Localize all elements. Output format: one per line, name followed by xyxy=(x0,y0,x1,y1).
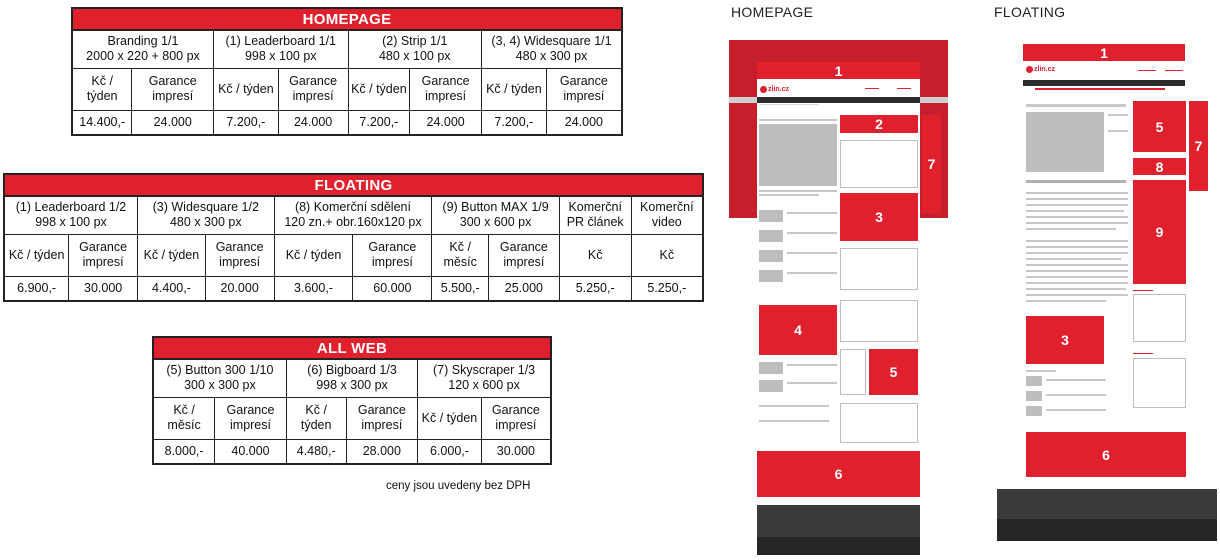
text-line xyxy=(787,272,837,274)
slot-number: 7 xyxy=(927,156,936,172)
text-line xyxy=(1108,130,1128,132)
ad-name-cell xyxy=(72,30,214,68)
ad-size: 480 x 100 px xyxy=(378,49,451,64)
text-line xyxy=(787,252,837,254)
unit-label: Kč / měsíc xyxy=(432,234,489,276)
logo-dot-icon xyxy=(760,86,767,93)
floating-slot-7 xyxy=(1189,101,1208,191)
floating-price-table xyxy=(3,173,704,302)
guarantee-cell: 24.000 xyxy=(410,110,482,135)
ad-name-cell xyxy=(348,30,482,68)
site-footer xyxy=(997,489,1217,519)
ad-name-line2: PR článek xyxy=(566,215,624,230)
guarantee-label: Garance impresí xyxy=(546,68,622,110)
text-line xyxy=(1026,198,1128,200)
ad-size: 998 x 100 px xyxy=(244,49,317,64)
guarantee-cell: 24.000 xyxy=(278,110,348,135)
unit-label: Kč / týden xyxy=(4,234,69,276)
ad-size: 2000 x 220 + 800 px xyxy=(86,49,200,64)
ad-name-cell xyxy=(482,30,622,68)
ad-size: 480 x 300 px xyxy=(169,215,242,230)
section-heading xyxy=(1026,370,1056,372)
slot-number: 5 xyxy=(889,364,898,380)
subnav-bar xyxy=(1035,88,1165,90)
site-logo-text: zlin.cz xyxy=(768,86,790,93)
slot-number: 1 xyxy=(1100,44,1108,61)
text-line xyxy=(1026,252,1128,254)
text-line xyxy=(1026,276,1128,278)
site-logo xyxy=(1026,66,1055,73)
homepage-slot-6 xyxy=(757,451,920,497)
guarantee-cell: 30.000 xyxy=(481,439,551,464)
ad-name: (8) Komerční sdělení xyxy=(294,200,411,215)
slot-number: 2 xyxy=(875,116,883,132)
slot-number: 8 xyxy=(1155,158,1164,175)
text-line xyxy=(1026,222,1128,224)
guarantee-cell: 40.000 xyxy=(215,439,287,464)
unit-label: Kč xyxy=(631,234,703,276)
text-line xyxy=(1026,192,1128,194)
header-link xyxy=(865,88,879,89)
unit-label: Kč / týden xyxy=(214,68,279,110)
price-cell: 3.600,- xyxy=(274,276,353,301)
slot-number: 6 xyxy=(1102,446,1110,463)
guarantee-label: Garance impresí xyxy=(481,397,551,439)
price-cell: 5.500,- xyxy=(432,276,489,301)
vat-note: ceny jsou uvedeny bez DPH xyxy=(386,480,531,492)
text-line xyxy=(1026,300,1106,302)
homepage-slot-2 xyxy=(840,115,918,133)
text-line xyxy=(1026,210,1124,212)
text-line xyxy=(1026,294,1128,296)
homepage-table-title: HOMEPAGE xyxy=(72,8,622,30)
site-logo-text: zlin.cz xyxy=(1034,66,1056,73)
text-line xyxy=(759,194,819,196)
ad-name: (6) Bigboard 1/3 xyxy=(307,363,397,378)
floating-slot-3 xyxy=(1026,316,1104,364)
section-label xyxy=(1133,290,1153,291)
nav-bar xyxy=(757,97,920,103)
unit-label: Kč / týden xyxy=(138,234,206,276)
floating-slot-8 xyxy=(1133,158,1186,175)
guarantee-label: Garance impresí xyxy=(215,397,287,439)
header-link xyxy=(1138,70,1156,71)
guarantee-cell: 30.000 xyxy=(69,276,138,301)
unit-label: Kč / týden xyxy=(72,68,132,110)
guarantee-cell: 28.000 xyxy=(346,439,418,464)
text-line xyxy=(787,212,837,214)
ad-name: (5) Button 300 1/10 xyxy=(166,363,274,378)
text-line xyxy=(1026,204,1128,206)
sidebar-box xyxy=(840,349,866,395)
price-cell: 6.900,- xyxy=(4,276,69,301)
floating-slot-5 xyxy=(1133,101,1186,152)
text-line xyxy=(1026,258,1121,260)
ad-name-cell xyxy=(418,359,551,397)
sidebar-box xyxy=(1133,358,1186,408)
sidebar-box xyxy=(840,403,918,443)
ad-name-cell xyxy=(286,359,417,397)
ad-name: Branding 1/1 xyxy=(107,34,179,49)
price-cell: 4.400,- xyxy=(138,276,206,301)
article-thumb xyxy=(759,362,783,374)
article-thumb xyxy=(759,270,783,282)
text-line xyxy=(1026,240,1128,242)
slot-number: 3 xyxy=(875,209,883,225)
text-line xyxy=(1026,288,1126,290)
ad-size: 480 x 300 px xyxy=(515,49,588,64)
ad-size: 120 x 600 px xyxy=(448,378,520,393)
main-article-image xyxy=(759,124,837,186)
unit-label: Kč / týden xyxy=(286,397,346,439)
text-line xyxy=(1026,246,1128,248)
unit-label: Kč xyxy=(559,234,631,276)
header-link xyxy=(897,88,911,89)
price-cell: 7.200,- xyxy=(348,110,410,135)
ad-name: (7) Skyscraper 1/3 xyxy=(433,363,536,378)
floating-slot-6 xyxy=(1026,432,1186,477)
text-line xyxy=(787,382,837,384)
guarantee-label: Garance impresí xyxy=(410,68,482,110)
section-label xyxy=(1133,353,1153,354)
ad-size: 998 x 100 px xyxy=(35,215,107,230)
logo-dot-icon xyxy=(1026,66,1033,73)
slot-number: 1 xyxy=(834,62,843,79)
guarantee-cell: 24.000 xyxy=(546,110,622,135)
guarantee-cell: 24.000 xyxy=(132,110,214,135)
ad-name-cell xyxy=(559,196,631,234)
text-line xyxy=(1108,114,1128,116)
text-line xyxy=(1026,270,1128,272)
ad-name-cell xyxy=(274,196,432,234)
site-footer xyxy=(757,505,920,537)
price-cell: 4.480,- xyxy=(286,439,346,464)
sidebar-box xyxy=(840,248,918,290)
header-link xyxy=(1165,70,1183,71)
slot-number: 3 xyxy=(1061,332,1069,348)
article-thumb xyxy=(759,380,783,392)
unit-label: Kč / týden xyxy=(418,397,482,439)
slot-number: 6 xyxy=(834,466,843,482)
homepage-slot-1 xyxy=(757,62,920,79)
article-thumb xyxy=(759,230,783,242)
homepage-slot-7 xyxy=(922,115,941,213)
site-footer-bottom xyxy=(757,537,920,555)
text-line xyxy=(1026,216,1128,218)
ad-size: 998 x 300 px xyxy=(316,378,388,393)
ad-name: (1) Leaderboard 1/2 xyxy=(15,200,127,215)
guarantee-label: Garance impresí xyxy=(353,234,432,276)
price-cell: 7.200,- xyxy=(214,110,279,135)
floating-slot-1 xyxy=(1023,44,1185,61)
price-cell: 14.400,- xyxy=(72,110,132,135)
site-footer-bottom xyxy=(997,519,1217,541)
ad-name-cell xyxy=(153,359,286,397)
guarantee-label: Garance impresí xyxy=(205,234,274,276)
homepage-mockup-title: HOMEPAGE xyxy=(731,4,814,20)
ad-name-cell xyxy=(432,196,559,234)
related-thumb xyxy=(1026,376,1042,386)
ad-name-cell xyxy=(4,196,138,234)
floating-mockup-title: FLOATING xyxy=(994,4,1066,20)
text-line xyxy=(759,405,829,407)
text-line xyxy=(759,420,829,422)
sidebar-box xyxy=(840,300,918,342)
slot-number: 7 xyxy=(1194,138,1203,154)
ad-name: (3) Widesquare 1/2 xyxy=(152,200,259,215)
ad-name-line2: video xyxy=(651,215,682,230)
related-thumb xyxy=(1026,406,1042,416)
ad-name: Komerční xyxy=(640,200,694,215)
text-line xyxy=(759,190,837,192)
slot-number: 9 xyxy=(1155,224,1164,240)
guarantee-label: Garance impresí xyxy=(346,397,418,439)
homepage-slot-3 xyxy=(840,193,918,241)
article-headline xyxy=(1026,104,1126,107)
allweb-table-title: ALL WEB xyxy=(153,337,551,359)
ad-size: 120 zn.+ obr.160x120 px xyxy=(284,215,422,230)
price-cell: 7.200,- xyxy=(482,110,547,135)
unit-label: Kč / týden xyxy=(274,234,353,276)
guarantee-cell: 25.000 xyxy=(488,276,559,301)
ad-name-cell xyxy=(631,196,703,234)
site-logo xyxy=(760,86,789,93)
unit-label: Kč / týden xyxy=(482,68,547,110)
article-thumb xyxy=(759,250,783,262)
article-thumb xyxy=(759,210,783,222)
ad-size: 300 x 300 px xyxy=(184,378,256,393)
slot-number: 4 xyxy=(794,322,802,338)
sidebar-box xyxy=(1133,294,1186,342)
homepage-price-table xyxy=(71,7,623,136)
text-line xyxy=(1046,379,1106,381)
article-image xyxy=(1026,112,1104,172)
floating-table-title: FLOATING xyxy=(4,174,703,196)
sidebar-box xyxy=(840,140,918,188)
price-cell: 8.000,- xyxy=(153,439,215,464)
unit-label: Kč / týden xyxy=(348,68,410,110)
ad-name: (3, 4) Widesquare 1/1 xyxy=(491,34,612,49)
text-line xyxy=(1046,409,1106,411)
slot-number: 5 xyxy=(1155,118,1164,135)
text-line xyxy=(1046,394,1106,396)
related-thumb xyxy=(1026,391,1042,401)
text-line xyxy=(1026,282,1128,284)
price-cell: 6.000,- xyxy=(418,439,482,464)
guarantee-label: Garance impresí xyxy=(69,234,138,276)
text-line xyxy=(1026,264,1128,266)
homepage-slot-5 xyxy=(869,349,918,395)
guarantee-label: Garance impresí xyxy=(278,68,348,110)
text-line xyxy=(787,364,837,366)
guarantee-label: Garance impresí xyxy=(488,234,559,276)
breadcrumb-line xyxy=(759,104,819,105)
ad-name: (9) Button MAX 1/9 xyxy=(442,200,549,215)
ad-size: 300 x 600 px xyxy=(459,215,532,230)
homepage-slot-4 xyxy=(759,305,837,355)
ad-name: (1) Leaderboard 1/1 xyxy=(225,34,336,49)
ad-name: Komerční xyxy=(568,200,622,215)
text-line xyxy=(787,232,837,234)
headline-line xyxy=(759,119,837,121)
nav-bar xyxy=(1023,80,1185,86)
ad-name-cell xyxy=(138,196,275,234)
price-cell: 5.250,- xyxy=(559,276,631,301)
guarantee-label: Garance impresí xyxy=(132,68,214,110)
tag-line xyxy=(1026,180,1126,183)
guarantee-cell: 20.000 xyxy=(205,276,274,301)
ad-name: (2) Strip 1/1 xyxy=(382,34,448,49)
price-cell: 5.250,- xyxy=(631,276,703,301)
ad-name-cell xyxy=(214,30,349,68)
unit-label: Kč / měsíc xyxy=(153,397,215,439)
guarantee-cell: 60.000 xyxy=(353,276,432,301)
text-line xyxy=(1026,228,1116,230)
allweb-price-table xyxy=(152,336,552,465)
floating-slot-9 xyxy=(1133,180,1186,284)
